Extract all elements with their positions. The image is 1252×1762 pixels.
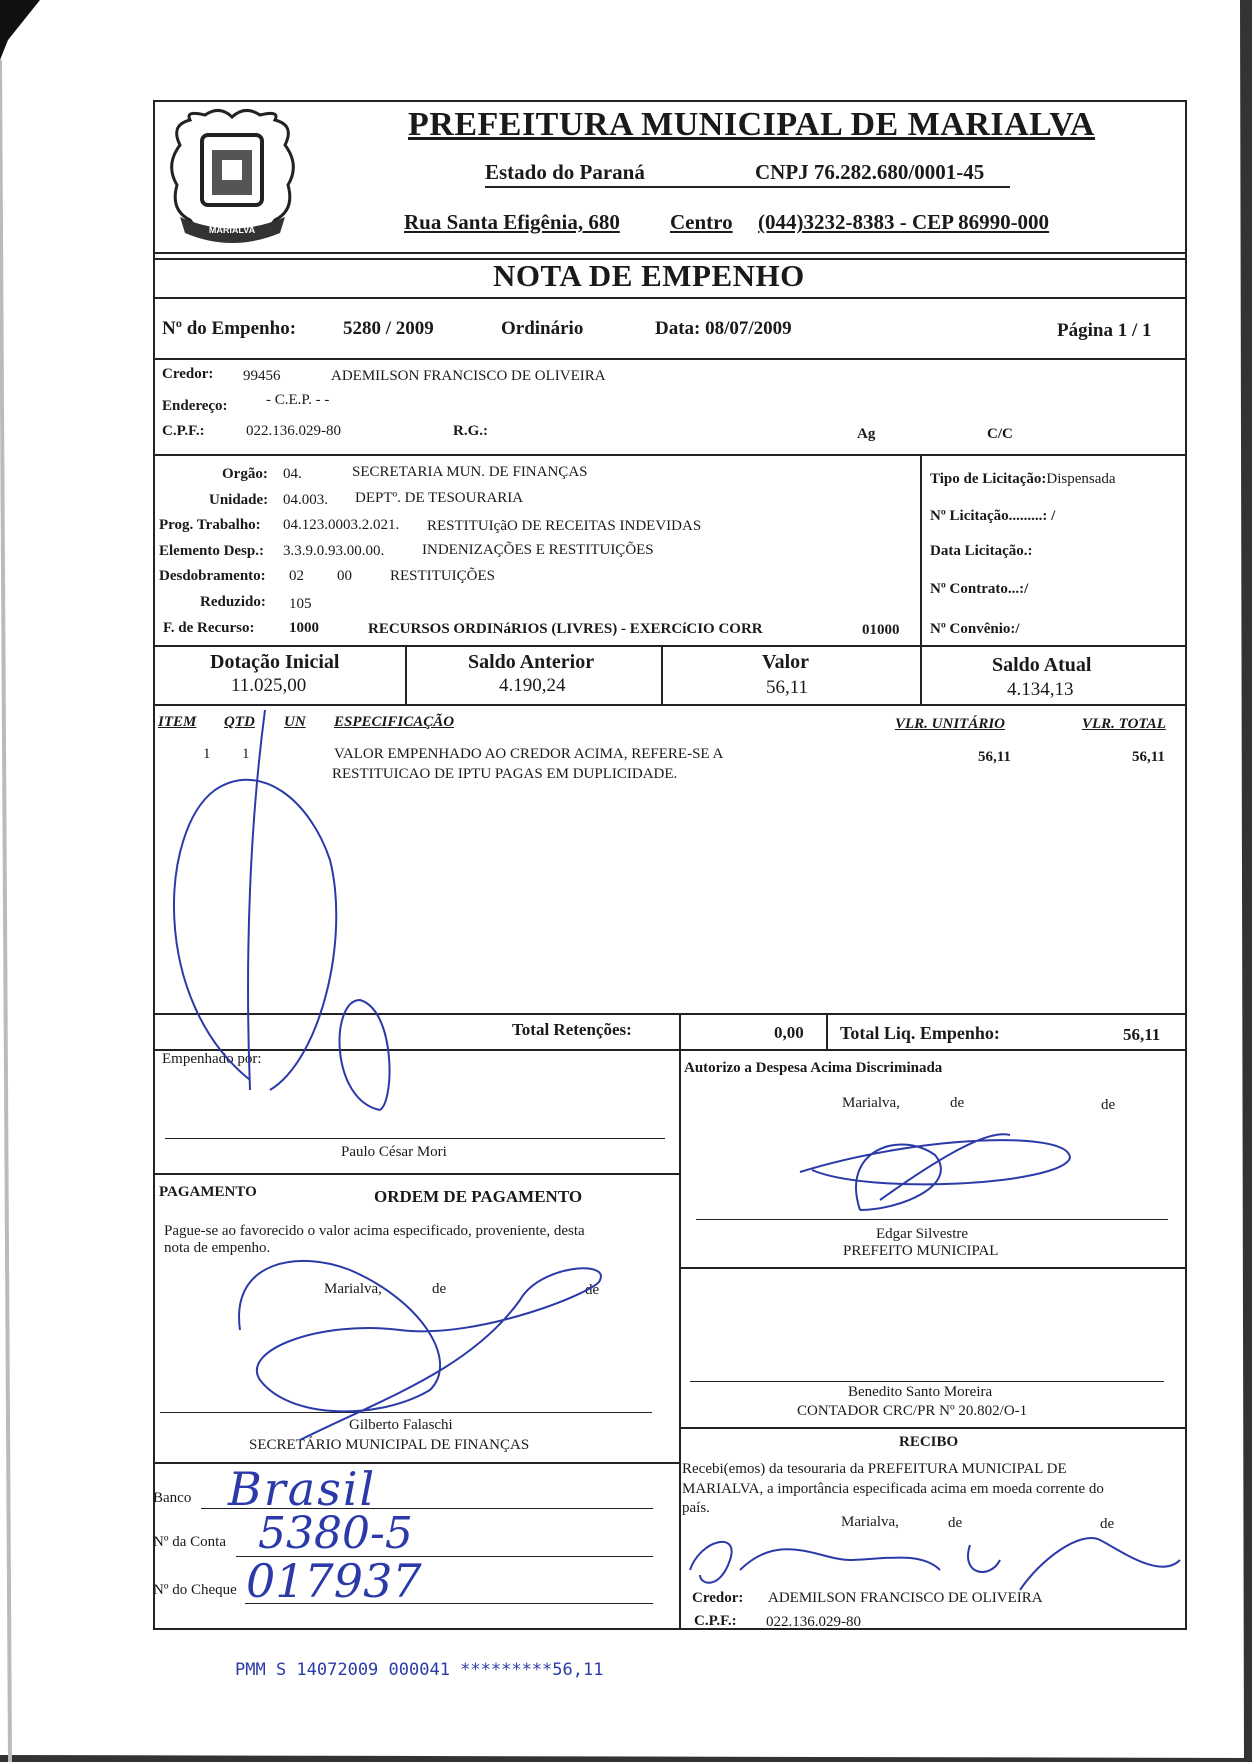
- item-spec-line1: VALOR EMPENHADO AO CREDOR ACIMA, REFERE-SE A: [334, 746, 724, 762]
- saldo-anterior-value: 4.190,24: [499, 675, 566, 696]
- contador-role: CONTADOR CRC/PR Nº 20.802/O-1: [797, 1403, 1028, 1419]
- header-state: Estado do Paraná: [485, 160, 645, 184]
- divider: [679, 1267, 1187, 1269]
- prefeito-name: Edgar Silvestre: [876, 1226, 969, 1242]
- desdobramento-code1: 02: [289, 568, 304, 584]
- empenho-date: Data: 08/07/2009: [655, 318, 792, 339]
- recibo-credor-label: Credor:: [692, 1590, 744, 1606]
- pagamento-text-1: Pague-se ao favorecido o valor acima especificado, proveniente, desta: [164, 1223, 585, 1239]
- divider: [920, 454, 922, 647]
- banco-label: Banco: [153, 1490, 192, 1506]
- divider: [153, 704, 1187, 706]
- secretario-name: Gilberto Falaschi: [349, 1417, 453, 1433]
- divider: [679, 1049, 681, 1630]
- recibo-cpf-value: 022.136.029-80: [766, 1614, 861, 1630]
- autorizo-de1: de: [950, 1095, 965, 1111]
- cpf-value: 022.136.029-80: [246, 423, 341, 439]
- cpf-label: C.P.F.:: [162, 423, 205, 439]
- divider: [153, 645, 1187, 647]
- col-unit-header: VLR. UNITÁRIO: [895, 716, 1006, 732]
- unidade-label: Unidade:: [209, 492, 269, 508]
- recibo-label: RECIBO: [899, 1434, 959, 1450]
- col-un-header: UN: [284, 714, 306, 730]
- divider: [153, 1173, 679, 1175]
- recurso-label: F. de Recurso:: [163, 620, 255, 636]
- pagamento-de2: de: [585, 1282, 600, 1298]
- orgao-name: SECRETARIA MUN. DE FINANÇAS: [352, 464, 588, 480]
- elemento-name: INDENIZAÇÕES E RESTITUIÇÕES: [422, 542, 654, 558]
- licitacao-number: Nº Licitação.........: /: [930, 508, 1056, 524]
- prog-label: Prog. Trabalho:: [159, 517, 261, 533]
- divider: [826, 1013, 828, 1049]
- autorizo-de2: de: [1101, 1097, 1116, 1113]
- contador-name: Benedito Santo Moreira: [848, 1384, 993, 1400]
- reduzido-value: 105: [289, 596, 312, 612]
- cheque-handwritten: 017937: [246, 1554, 422, 1608]
- doc-title: NOTA DE EMPENHO: [493, 258, 805, 293]
- header-phone-cep: (044)3232-8383 - CEP 86990-000: [758, 210, 1050, 234]
- empenho-number-label: Nº do Empenho:: [162, 318, 297, 339]
- credor-label: Credor:: [162, 366, 214, 382]
- liquido-label: Total Liq. Empenho:: [840, 1023, 1000, 1043]
- header-rule: [485, 186, 1010, 188]
- licitacao-date: Data Licitação.:: [930, 543, 1033, 559]
- prefeito-role: PREFEITO MUNICIPAL: [843, 1243, 999, 1259]
- convenio-number: Nº Convênio:/: [930, 621, 1020, 637]
- licitacao-type-label: Tipo de Licitação:: [930, 471, 1047, 487]
- divider: [153, 252, 1187, 254]
- address-value: - C.E.P. - -: [266, 392, 330, 408]
- prog-name: RESTITUIçãO DE RECEITAS INDEVIDAS: [427, 518, 702, 534]
- recibo-text-2: MARIALVA, a importância especificada acima em moeda corrente do: [682, 1481, 1104, 1497]
- divider: [153, 297, 1187, 299]
- autorizo-place: Marialva,: [842, 1095, 900, 1111]
- elemento-label: Elemento Desp.:: [159, 543, 264, 559]
- recurso-name: RECURSOS ORDINáRIOS (LIVRES) - EXERCíCIO CORR: [368, 621, 763, 637]
- pagamento-label: PAGAMENTO: [159, 1184, 257, 1200]
- item-qty: 1: [242, 746, 250, 762]
- divider: [153, 1013, 1187, 1015]
- pagamento-text-2: nota de empenho.: [164, 1240, 271, 1256]
- divider: [679, 1013, 681, 1049]
- divider: [661, 645, 663, 705]
- dotacao-value: 11.025,00: [231, 675, 307, 696]
- item-number: 1: [203, 746, 211, 762]
- col-qtd-header: QTD: [224, 714, 255, 730]
- credor-code: 99456: [243, 368, 281, 384]
- empenho-type: Ordinário: [501, 318, 584, 339]
- signature-line: [165, 1138, 665, 1139]
- liquido-value: 56,11: [1123, 1025, 1161, 1044]
- saldo-anterior-label: Saldo Anterior: [468, 651, 595, 673]
- rg-label: R.G.:: [453, 423, 488, 439]
- divider: [405, 645, 407, 705]
- orgao-label: Orgão:: [222, 466, 268, 482]
- recibo-de2: de: [1100, 1516, 1115, 1532]
- unidade-code: 04.003.: [283, 492, 328, 508]
- saldo-atual-label: Saldo Atual: [992, 654, 1092, 676]
- recibo-place: Marialva,: [841, 1514, 899, 1530]
- recibo-cpf-label: C.P.F.:: [694, 1613, 737, 1629]
- banco-handwritten: Brasil: [228, 1462, 377, 1516]
- municipal-seal-icon: [160, 105, 305, 245]
- divider: [153, 358, 1187, 360]
- recibo-de1: de: [948, 1515, 963, 1531]
- page-number: Página 1 / 1: [1057, 320, 1152, 341]
- desdobramento-name: RESTITUIÇÕES: [390, 568, 495, 584]
- divider: [153, 454, 1187, 456]
- signature-line: [160, 1412, 652, 1413]
- col-spec-header: ESPECIFICAÇÃO: [334, 714, 455, 730]
- unidade-name: DEPTº. DE TESOURARIA: [355, 490, 524, 506]
- licitacao-type-value: Dispensada: [1046, 471, 1116, 487]
- conta-handwritten: 5380-5: [258, 1508, 413, 1559]
- empenho-number: 5280 / 2009: [343, 318, 434, 339]
- item-spec-line2: RESTITUICAO DE IPTU PAGAS EM DUPLICIDADE.: [332, 766, 678, 782]
- pagamento-de1: de: [432, 1281, 447, 1297]
- pagamento-place: Marialva,: [324, 1281, 382, 1297]
- divider: [920, 645, 922, 705]
- divider: [679, 1427, 1187, 1429]
- autorizo-label: Autorizo a Despesa Acima Discriminada: [684, 1060, 943, 1076]
- empenhado-label: Empenhado por:: [162, 1051, 262, 1067]
- valor-value: 56,11: [766, 677, 809, 698]
- prog-code: 04.123.0003.2.021.: [283, 517, 400, 533]
- col-item-header: ITEM: [158, 714, 197, 730]
- dotacao-label: Dotação Inicial: [210, 651, 340, 673]
- cc-label: C/C: [987, 426, 1013, 442]
- valor-label: Valor: [762, 651, 810, 673]
- header-district: Centro: [670, 210, 733, 234]
- item-unit-value: 56,11: [978, 749, 1011, 765]
- elemento-code: 3.3.9.0.93.00.00.: [283, 543, 385, 559]
- retencoes-label: Total Retenções:: [512, 1020, 632, 1039]
- recurso-code: 1000: [289, 620, 319, 636]
- saldo-atual-value: 4.134,13: [1007, 679, 1074, 700]
- header-title: PREFEITURA MUNICIPAL DE MARIALVA: [408, 106, 1095, 143]
- conta-label: Nº da Conta: [153, 1534, 226, 1550]
- divider: [153, 1049, 1187, 1051]
- desdobramento-label: Desdobramento:: [159, 568, 266, 584]
- ordem-pagamento-label: ORDEM DE PAGAMENTO: [374, 1187, 583, 1206]
- licitacao-type: [930, 471, 1116, 488]
- empenhado-name: Paulo César Mori: [341, 1144, 447, 1160]
- col-total-header: VLR. TOTAL: [1082, 716, 1166, 732]
- recibo-text-1: Recebi(emos) da tesouraria da PREFEITURA MUNICIPAL DE: [682, 1461, 1067, 1477]
- credor-name: ADEMILSON FRANCISCO DE OLIVEIRA: [331, 368, 606, 384]
- recurso-code2: 01000: [862, 622, 900, 638]
- recibo-credor-name: ADEMILSON FRANCISCO DE OLIVEIRA: [768, 1590, 1043, 1606]
- reduzido-label: Reduzido:: [200, 594, 266, 610]
- payment-stamp: PMM S 14072009 000041 *********56,11: [235, 1660, 604, 1680]
- header-street: Rua Santa Efigênia, 680: [404, 210, 620, 234]
- recibo-text-3: país.: [682, 1500, 710, 1516]
- cheque-label: Nº do Cheque: [153, 1582, 237, 1598]
- orgao-code: 04.: [283, 466, 302, 482]
- address-label: Endereço:: [162, 398, 228, 414]
- retencoes-value: 0,00: [774, 1023, 804, 1042]
- secretario-role: SECRETÁRIO MUNICIPAL DE FINANÇAS: [249, 1437, 530, 1453]
- item-total-value: 56,11: [1132, 749, 1165, 765]
- svg-text:MARIALVA: MARIALVA: [208, 225, 256, 235]
- desdobramento-code2: 00: [337, 568, 352, 584]
- header-cnpj: CNPJ 76.282.680/0001-45: [755, 160, 985, 184]
- signature-line: [696, 1219, 1168, 1220]
- contract-number: Nº Contrato...:/: [930, 581, 1029, 597]
- ag-label: Ag: [857, 426, 876, 442]
- signature-line: [690, 1381, 1164, 1382]
